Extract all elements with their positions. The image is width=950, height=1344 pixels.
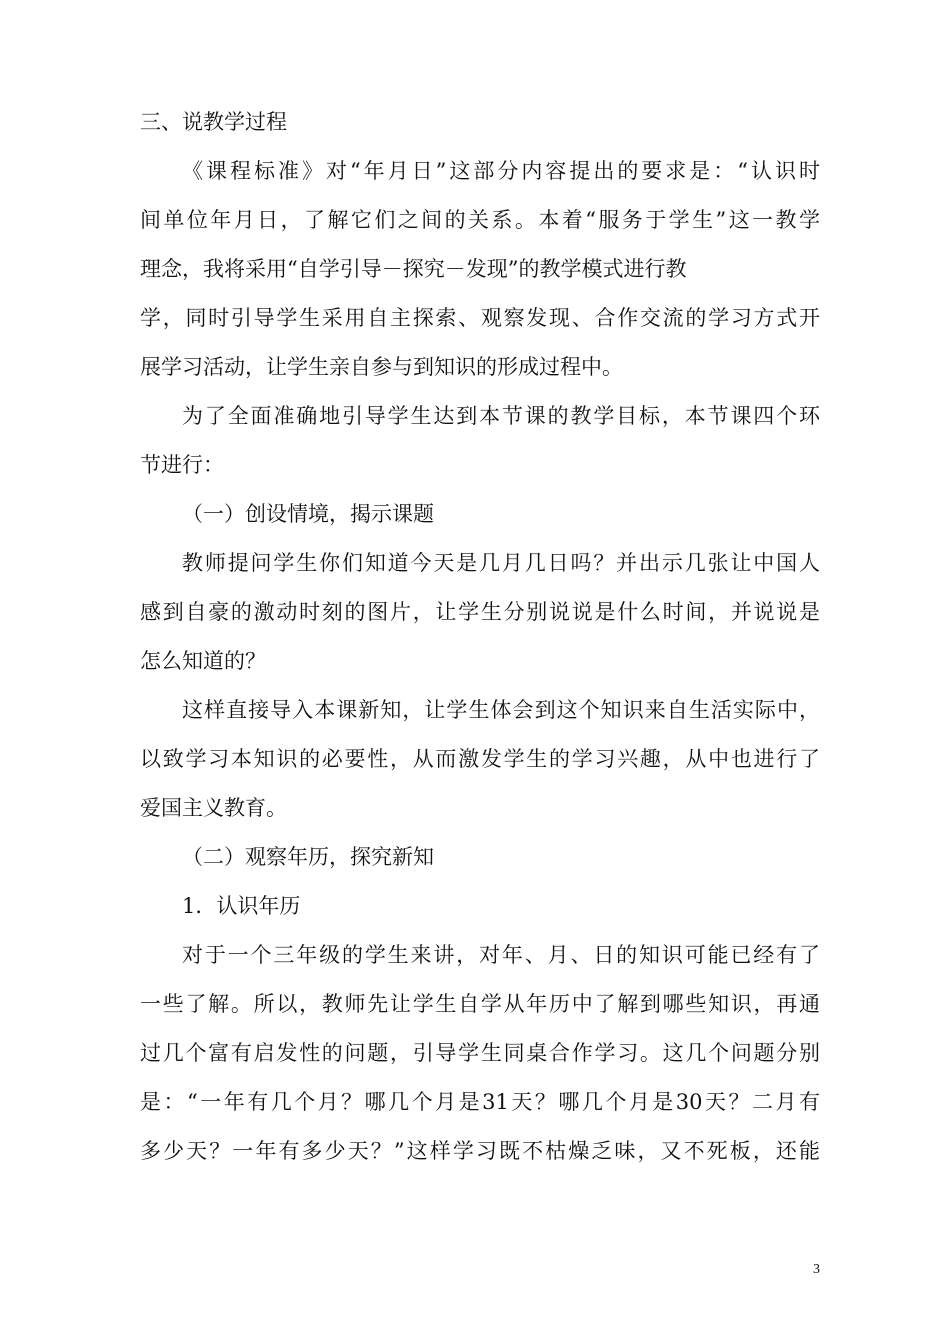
paragraph-line: 感到自豪的激动时刻的图片，让学生分别说说是什么时间，并说说是 <box>140 600 820 624</box>
paragraph-line: 展学习活动，让学生亲自参与到知识的形成过程中。 <box>140 355 623 379</box>
paragraph-line: 过几个富有启发性的问题，引导学生同桌合作学习。这几个问题分别 <box>140 1041 820 1065</box>
paragraph-line: 怎么知道的？ <box>140 649 266 673</box>
subsection-heading: （一）创设情境，揭示课题 <box>182 502 434 526</box>
paragraph-line: 这样直接导入本课新知，让学生体会到这个知识来自生活实际中， <box>182 698 820 722</box>
subsection-heading: （二）观察年历，探究新知 <box>182 845 434 869</box>
paragraph-line: 是：“一年有几个月？哪几个月是31天？哪几个月是30天？二月有 <box>140 1090 820 1114</box>
section-heading: 三、说教学过程 <box>140 110 287 134</box>
paragraph-line: 理念，我将采用“自学引导－探究－发现”的教学模式进行教 <box>140 257 687 281</box>
paragraph-line: 《课程标准》对“年月日”这部分内容提出的要求是：“认识时 <box>182 159 820 183</box>
paragraph-line: 以致学习本知识的必要性，从而激发学生的学习兴趣，从中也进行了 <box>140 747 820 771</box>
paragraph-line: 为了全面准确地引导学生达到本节课的教学目标，本节课四个环 <box>182 404 820 428</box>
paragraph-line: 多少天？一年有多少天？”这样学习既不枯燥乏味，又不死板，还能 <box>140 1139 820 1163</box>
document-body <box>140 98 820 1176</box>
paragraph-line: 教师提问学生你们知道今天是几月几日吗？并出示几张让中国人 <box>182 551 820 575</box>
paragraph-line: 对于一个三年级的学生来讲，对年、月、日的知识可能已经有了 <box>182 943 820 967</box>
paragraph-line: 爱国主义教育。 <box>140 796 287 820</box>
paragraph-line: 学，同时引导学生采用自主探索、观察发现、合作交流的学习方式开 <box>140 306 820 330</box>
paragraph-line: 间单位年月日，了解它们之间的关系。本着“服务于学生”这一教学 <box>140 208 820 232</box>
page-number: 3 <box>813 1262 820 1277</box>
list-item-heading: 1．认识年历 <box>182 894 301 918</box>
paragraph-line: 节进行： <box>140 453 224 477</box>
paragraph-line: 一些了解。所以，教师先让学生自学从年历中了解到哪些知识，再通 <box>140 992 820 1016</box>
